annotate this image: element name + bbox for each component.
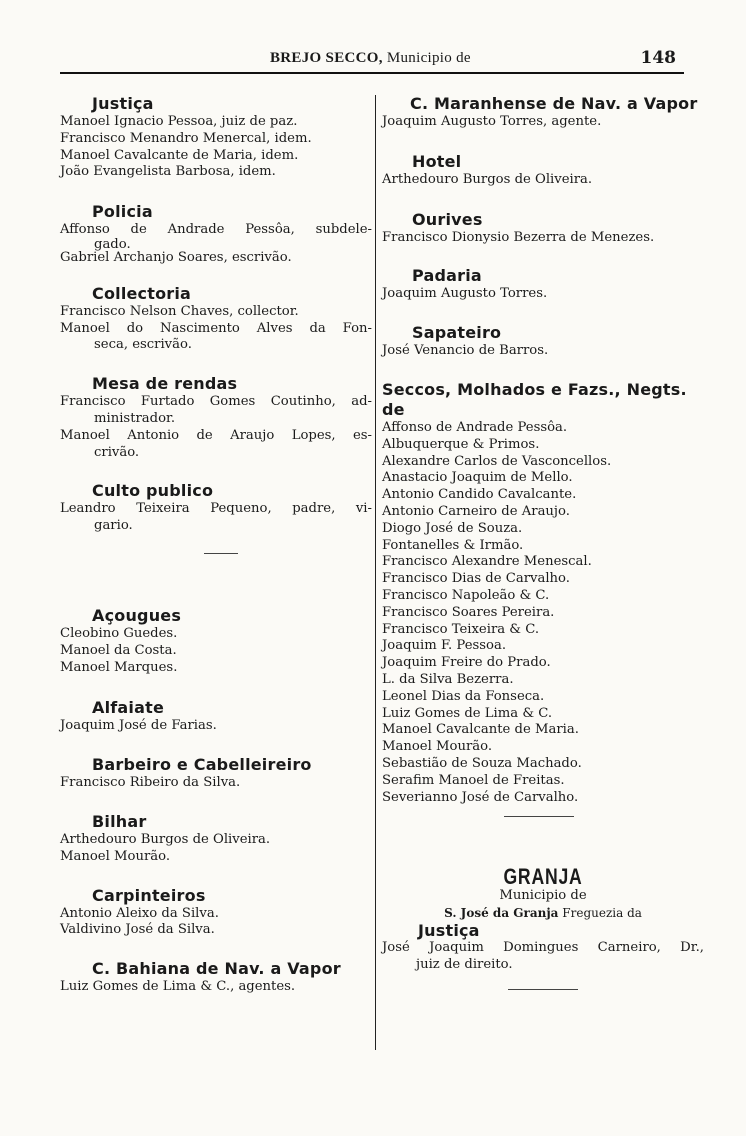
list-item: José Joaquim Domingues Carneiro, Dr., xyxy=(382,939,704,955)
list-item: Francisco Furtado Gomes Coutinho, ad- xyxy=(60,394,372,410)
separator-rule xyxy=(204,553,238,554)
running-title xyxy=(270,50,471,67)
list-item: Luiz Gomes de Lima & C., agentes. xyxy=(60,979,296,995)
list-item: Francisco Dias de Carvalho. xyxy=(382,571,570,587)
section-ourives xyxy=(382,210,704,247)
list-item: Manoel da Costa. xyxy=(60,642,177,658)
section-heading: Culto publico xyxy=(92,481,214,501)
list-item-continuation: ministrador. xyxy=(94,410,176,426)
section-bahiana xyxy=(60,959,372,996)
list-item: Manoel Cavalcante de Maria, idem. xyxy=(60,147,299,163)
list-item-continuation: gario. xyxy=(94,518,133,534)
list-item-continuation: crivão. xyxy=(94,444,140,460)
section-heading: Alfaiate xyxy=(92,698,165,718)
list-item: Alexandre Carlos de Vasconcellos. xyxy=(382,453,612,469)
section-seccos-molhados xyxy=(382,380,704,817)
section-heading: Barbeiro e Cabelleireiro xyxy=(92,755,312,775)
section-heading: Justiça xyxy=(418,920,480,940)
page-number: 148 xyxy=(640,48,676,68)
section-heading: Policia xyxy=(92,202,153,222)
left-column xyxy=(60,94,372,996)
freguezia-line xyxy=(382,905,704,922)
section-heading: Justiça xyxy=(92,94,154,113)
list-item: Antonio Candido Cavalcante. xyxy=(382,487,577,503)
list-item: Joaquim F. Pessoa. xyxy=(382,638,507,654)
separator-rule xyxy=(504,816,574,817)
list-item: Manoel Ignacio Pessoa, juiz de paz. xyxy=(60,114,298,129)
section-heading: Bilhar xyxy=(92,811,147,831)
column-divider xyxy=(375,95,376,1050)
municipality-subtitle: Municipio de xyxy=(499,888,587,904)
list-item: Valdivino José da Silva. xyxy=(60,922,215,938)
section-policia xyxy=(60,202,372,267)
list-item-continuation: seca, escrivão. xyxy=(94,337,192,353)
list-item: Manoel Mourão. xyxy=(382,739,493,755)
list-item: Affonso de Andrade Pessôa, subdele- xyxy=(60,222,372,238)
section-heading: C. Maranhense de Nav. a Vapor xyxy=(410,94,698,113)
section-heading: Ourives xyxy=(412,209,483,229)
list-item: Joaquim José de Farias. xyxy=(60,718,217,734)
section-heading: Padaria xyxy=(412,266,482,286)
list-item: Antonio Aleixo da Silva. xyxy=(60,905,219,921)
list-item: Francisco Nelson Chaves, collector. xyxy=(60,303,299,319)
section-heading: Seccos, Molhados e Fazs., Negts. de xyxy=(382,379,687,419)
list-item: Fontanelles & Irmão. xyxy=(382,537,524,553)
list-item: Manoel Antonio de Araujo Lopes, es- xyxy=(60,427,372,443)
section-heading: Hotel xyxy=(412,151,462,171)
merchant-list xyxy=(382,420,704,806)
list-item: João Evangelista Barbosa, idem. xyxy=(60,164,276,180)
section-maranhense xyxy=(382,94,704,131)
list-item: José Venancio de Barros. xyxy=(382,343,549,359)
list-item: Manoel Mourão. xyxy=(60,848,171,864)
list-item: Affonso de Andrade Pessôa. xyxy=(382,419,568,435)
list-item: L. da Silva Bezerra. xyxy=(382,671,514,687)
page-header xyxy=(60,48,684,74)
list-item: Albuquerque & Primos. xyxy=(382,436,540,452)
list-item: Francisco Napoleão & C. xyxy=(382,587,550,603)
list-item: Leonel Dias da Fonseca. xyxy=(382,688,545,704)
section-barbeiro xyxy=(60,755,372,792)
list-item: Diogo José de Souza. xyxy=(382,520,523,536)
freguezia-name: S. José da Granja xyxy=(444,905,559,920)
list-item: Joaquim Augusto Torres, agente. xyxy=(382,114,602,129)
section-hotel xyxy=(382,152,704,189)
section-sapateiro xyxy=(382,323,704,360)
list-item: Antonio Carneiro de Araujo. xyxy=(382,503,570,519)
list-item: Manoel Marques. xyxy=(60,659,178,675)
list-item: Sebastião de Souza Machado. xyxy=(382,755,582,771)
section-alfaiate xyxy=(60,698,372,735)
section-bilhar xyxy=(60,812,372,866)
section-justica xyxy=(60,94,372,181)
list-item: Francisco Dionysio Bezerra de Menezes. xyxy=(382,229,655,245)
list-item: Joaquim Freire do Prado. xyxy=(382,655,551,671)
list-item: Francisco Alexandre Menescal. xyxy=(382,554,592,570)
section-carpinteiros xyxy=(60,886,372,940)
section-heading: Sapateiro xyxy=(412,323,502,343)
list-item: Joaquim Augusto Torres. xyxy=(382,286,548,302)
section-heading: Carpinteiros xyxy=(92,885,206,905)
list-item-continuation: gado. xyxy=(94,236,131,252)
list-item: Serafim Manoel de Freitas. xyxy=(382,772,565,788)
section-culto-publico xyxy=(60,481,372,554)
section-heading: Mesa de rendas xyxy=(92,374,238,394)
section-padaria xyxy=(382,266,704,303)
section-mesa-de-rendas xyxy=(60,374,372,461)
list-item: Severianno José de Carvalho. xyxy=(382,789,579,805)
section-granja xyxy=(382,864,704,990)
list-item-continuation: juiz de direito. xyxy=(416,956,513,972)
list-item: Luiz Gomes de Lima & C. xyxy=(382,705,553,721)
list-item: Francisco Teixeira & C. xyxy=(382,621,540,637)
section-heading: C. Bahiana de Nav. a Vapor xyxy=(92,959,341,979)
list-item: Arthedouro Burgos de Oliveira. xyxy=(382,171,593,187)
municipality-title: GRANJA xyxy=(503,864,583,890)
list-item: Francisco Ribeiro da Silva. xyxy=(60,775,241,791)
right-column xyxy=(382,94,704,990)
list-item: Anastacio Joaquim de Mello. xyxy=(382,470,573,486)
list-item: Arthedouro Burgos de Oliveira. xyxy=(60,831,271,847)
list-item: Francisco Soares Pereira. xyxy=(382,604,555,620)
list-item: Manoel Cavalcante de Maria. xyxy=(382,722,579,738)
list-item: Manoel do Nascimento Alves da Fon- xyxy=(60,320,372,336)
section-heading: Açougues xyxy=(92,605,182,625)
section-collectoria xyxy=(60,284,372,354)
list-item: Leandro Teixeira Pequeno, padre, vi- xyxy=(60,501,372,517)
section-heading: Collectoria xyxy=(92,283,192,303)
list-item: Cleobino Guedes. xyxy=(60,625,178,641)
list-item: Francisco Menandro Menercal, idem. xyxy=(60,130,312,146)
list-item: Gabriel Archanjo Soares, escrivão. xyxy=(60,249,292,265)
section-acougues xyxy=(60,606,372,676)
running-title-municipio: Municipio de xyxy=(386,50,471,66)
separator-rule xyxy=(508,989,578,990)
running-title-place: BREJO SECCO, xyxy=(270,50,383,66)
freguezia-label: Freguezia da xyxy=(562,905,642,920)
